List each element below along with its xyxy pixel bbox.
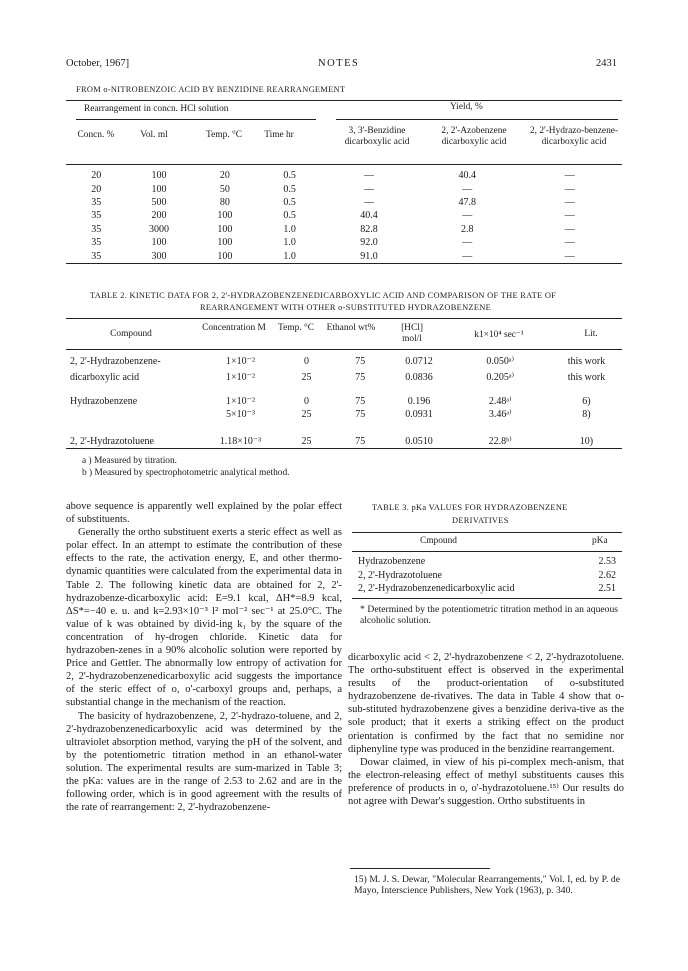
temp-cell: 50: [219, 183, 230, 195]
azobenzene-cell: 47.8: [458, 196, 477, 208]
table1-head-vol: Vol. ml: [140, 130, 168, 140]
table1-row: [66, 182, 622, 195]
table2-head-k1: k1×10⁴ sec⁻¹: [474, 330, 524, 340]
lit-cell: this work: [567, 356, 606, 368]
table3-header-rule: [352, 551, 622, 552]
concentration-cell: 1×10⁻²: [226, 356, 255, 368]
concn-cell: 35: [91, 250, 102, 262]
vol-cell: 100: [151, 237, 167, 249]
benzidine-cell: —: [364, 183, 375, 195]
table1-head-hydrazobenzene: 2, 2'-Hydrazo-benzene-dicarboxylic acid: [529, 126, 619, 147]
right-paragraph-1: dicarboxylic acid < 2, 2'-hydrazobenzene < 2, 2'-hydrazotoluene. The ortho-substituent effect is observed in the experimental results of the product-orientation of o-substituted hydrazobenzene de-rivatives. The data in Table 4 show that o-sub-stituted hydrazobenzene gives a benzidine deriva-tive as the sole product; that it exerts a striking effect on the product orientation is confirmed by the fact that no semidine nor diphenyline type was produced in the benzidine rearrangement.: [348, 652, 624, 755]
footnote-15: 15) M. J. S. Dewar, "Molecular Rearrangements," Vol. I, ed. by P. de Mayo, Interscience Publishers, New York (1963), p. 340.: [354, 874, 620, 897]
ethanol-cell: 75: [355, 409, 366, 421]
compound-cell: dicarboxylic acid: [70, 371, 140, 383]
table3-row: [358, 555, 620, 569]
table3-caption-line2: DERIVATIVES: [452, 516, 509, 525]
benzidine-cell: 40.4: [360, 210, 378, 222]
lit-cell: 10): [579, 435, 594, 447]
concn-cell: 35: [91, 196, 102, 208]
table1-row: [66, 196, 622, 209]
azobenzene-cell: —: [462, 210, 473, 222]
temp-cell: 0: [303, 356, 309, 368]
time-cell: 0.5: [283, 170, 296, 182]
table1-row: [66, 223, 622, 236]
pka-cell: 2.62: [598, 569, 616, 581]
table2-row: [66, 370, 622, 386]
benzidine-cell: 82.8: [360, 223, 378, 235]
running-header-left: October, 1967]: [66, 58, 130, 69]
table2-head-compound: Compound: [110, 329, 152, 339]
table2-top-rule: [66, 318, 622, 319]
right-column: [348, 651, 624, 808]
concn-cell: 20: [91, 170, 102, 182]
compound-cell: 2, 2'-Hydrazotoluene: [358, 569, 442, 581]
table3-row: [358, 569, 620, 583]
table2-row: [66, 354, 622, 370]
table2-caption-line2: REARRANGEMENT WITH OTHER o-SUBSTITUTED HYDRAZOBENZENE: [200, 303, 492, 312]
k1-cell: 3.46ᵃ⁾: [488, 409, 512, 421]
k1-cell: 0.050ᵃ⁾: [486, 356, 515, 368]
table1-row: [66, 209, 622, 222]
table1-head-time: Time hr: [264, 130, 294, 140]
left-column: [66, 500, 342, 814]
time-cell: 0.5: [283, 210, 296, 222]
hydrazobenzene-cell: —: [564, 210, 575, 222]
vol-cell: 100: [151, 183, 167, 195]
temp-cell: 100: [217, 237, 233, 249]
benzidine-cell: 91.0: [360, 250, 378, 262]
compound-cell: 2, 2'-Hydrazobenzenedicarboxylic acid: [358, 583, 515, 595]
right-paragraph-2: Dowar claimed, in view of his pi-complex mech-anism, that the electron-releasing effect of methyl substituents causes this preference of products in o, o'-hydrazotoluene.¹⁵⁾ Our results do not agree with Dewar's suggestion. Ortho substituents in: [348, 756, 624, 808]
lit-cell: 6): [582, 396, 591, 407]
temp-cell: 25: [301, 371, 312, 383]
benzidine-cell: 92.0: [360, 237, 378, 249]
lit-cell: 8): [582, 409, 591, 421]
pka-cell: 2.53: [598, 556, 616, 568]
k1-cell: 2.48ᵃ⁾: [488, 396, 512, 407]
benzidine-cell: —: [364, 170, 375, 182]
temp-cell: 25: [301, 435, 312, 447]
table2-head-concentration: Concentration M: [202, 323, 266, 333]
azobenzene-cell: 40.4: [458, 170, 477, 182]
table1-top-rule: [66, 100, 622, 101]
table1-head-temp: Temp. °C: [206, 130, 242, 140]
k1-cell: 22.8ᵇ⁾: [488, 435, 512, 447]
hcl-cell: 0.0836: [405, 371, 433, 383]
table1-row: [66, 169, 622, 182]
table1-row: [66, 236, 622, 249]
table3-caption-line1: TABLE 3. pKa VALUES FOR HYDRAZOBENZENE: [372, 503, 568, 512]
table1-caption: FROM o-NITROBENZOIC ACID BY BENZIDINE REARRANGEMENT: [76, 85, 346, 94]
concn-cell: 20: [91, 183, 102, 195]
page-number: 2431: [596, 58, 617, 69]
hydrazobenzene-cell: —: [564, 170, 575, 182]
table1-head-benzidine: 3, 3'-Benzidine dicarboxylic acid: [344, 126, 410, 147]
table2-bottom-rule: [66, 448, 622, 449]
compound-cell: 2, 2'-Hydrazotoluene: [70, 435, 154, 447]
table1-group-left-rule: [76, 119, 316, 120]
table1-group-right: Yield, %: [450, 102, 483, 112]
azobenzene-cell: —: [462, 237, 473, 249]
hydrazobenzene-cell: —: [564, 237, 575, 249]
table1-bottom-rule: [66, 263, 622, 264]
table3-top-rule: [352, 532, 622, 533]
table1: [66, 169, 622, 263]
temp-cell: 20: [219, 170, 230, 182]
table3-bottom-rule: [352, 598, 622, 599]
ethanol-cell: 75: [355, 435, 366, 447]
vol-cell: 100: [151, 170, 167, 182]
hydrazobenzene-cell: —: [564, 183, 575, 195]
hydrazobenzene-cell: —: [564, 250, 575, 262]
concentration-cell: 5×10⁻³: [226, 409, 255, 421]
concn-cell: 35: [91, 210, 102, 222]
compound-cell: 2, 2'-Hydrazobenzene-: [70, 356, 161, 368]
ethanol-cell: 75: [355, 396, 366, 407]
hydrazobenzene-cell: —: [564, 196, 575, 208]
table3-head-compound: Cmpound: [420, 536, 457, 546]
azobenzene-cell: —: [462, 183, 473, 195]
time-cell: 0.5: [283, 183, 296, 195]
azobenzene-cell: 2.8: [461, 223, 474, 235]
table2-head-lit: Lit.: [584, 329, 598, 339]
azobenzene-cell: —: [462, 250, 473, 262]
table1-group-left: Rearrangement in concn. HCl solution: [84, 104, 229, 114]
table1-head-concn: Concn. %: [77, 130, 115, 140]
concn-cell: 35: [91, 237, 102, 249]
footnote-separator: [350, 868, 490, 869]
hcl-cell: 0.196: [407, 396, 431, 407]
time-cell: 1.0: [283, 223, 296, 235]
table2-row: [66, 407, 622, 423]
running-header-center: NOTES: [318, 58, 360, 69]
vol-cell: 200: [151, 210, 167, 222]
concn-cell: 35: [91, 223, 102, 235]
table2-head-hcl: [HCl] mol/l: [401, 323, 423, 344]
concentration-cell: 1×10⁻²: [226, 396, 255, 407]
table2: [66, 354, 622, 447]
time-cell: 1.0: [283, 237, 296, 249]
vol-cell: 300: [151, 250, 167, 262]
concentration-cell: 1×10⁻²: [226, 371, 255, 383]
vol-cell: 3000: [149, 223, 169, 235]
hcl-cell: 0.0510: [405, 435, 433, 447]
table1-head-azobenzene: 2, 2'-Azobenzene dicarboxylic acid: [441, 126, 507, 147]
benzidine-cell: —: [364, 196, 375, 208]
hydrazobenzene-cell: —: [564, 223, 575, 235]
temp-cell: 25: [301, 409, 312, 421]
left-paragraph-1: above sequence is apparently well explained by the polar effect of substituents.: [66, 501, 342, 526]
ethanol-cell: 75: [355, 356, 366, 368]
compound-cell: Hydrazobenzene: [358, 556, 426, 568]
table1-group-right-rule: [336, 119, 618, 120]
temp-cell: 100: [217, 223, 233, 235]
table1-row: [66, 249, 622, 262]
table2-header-rule: [66, 349, 622, 350]
table1-header-rule: [66, 164, 622, 165]
hcl-cell: 0.0712: [405, 356, 433, 368]
table2-caption-line1: TABLE 2. KINETIC DATA FOR 2, 2'-HYDRAZOBENZENEDICARBOXYLIC ACID AND COMPARISON OF THE RATE OF: [90, 291, 557, 300]
ethanol-cell: 75: [355, 371, 366, 383]
vol-cell: 500: [151, 196, 167, 208]
time-cell: 0.5: [283, 196, 296, 208]
lit-cell: this work: [567, 371, 606, 383]
table3-row: [358, 582, 620, 596]
table3-footnote: * Determined by the potentiometric titration method in an aqueous alcoholic solution.: [360, 604, 618, 627]
left-paragraph-3: The basicity of hydrazobenzene, 2, 2'-hydrazo-toluene, and 2, 2'-hydrazobenzenedicarboxylic acid was determined by the ultraviolet absorption method, varying the pH of the solvent, and by the potentiometric titration method in an ethanol-water solution. The experimental results are sum-marized in Table 3; the pKa: values are in the range of 2.53 to 2.62 and are in the following order, which is in good agreement with the results of the rate of rearrangement: 2, 2'-hydrazobenzene-: [66, 710, 342, 814]
table2-note-b: b ) Measured by spectrophotometric analytical method.: [82, 468, 290, 478]
table3-head-pka: pKa: [592, 536, 608, 546]
hcl-cell: 0.0931: [405, 409, 433, 421]
table2-note-a: a ) Measured by titration.: [82, 456, 178, 466]
table2-row: [66, 385, 622, 407]
pka-cell: 2.51: [598, 583, 616, 595]
table2-head-ethanol: Ethanol wt%: [326, 323, 376, 333]
table3: [358, 555, 620, 596]
left-paragraph-2: Generally the ortho substituent exerts a steric effect as well as polar effect. In an attempt to estimate the contribution of these effects to the rate, the activation energy, E, and other thermo-dynamic quantities were calculated from the experimental data in Table 2. The following kinetic data are obtained for 2, 2'-hydrazobenze-dicarboxylic acid: E=9.1 kcal, ΔH*=8.9 kcal, ΔS*=−40 e. u. and k=2.93×10⁻³ l² mol⁻² sec⁻¹ at 25.0°C. The value of k was obtained by divid-ing k₁ by the square of the concentration of hy-drogen chloride. Kinetic data for hydrazoben-zenes in a 90% alcoholic solution were reported by Price and Gettler. The abnormally low entropy of activation for 2, 2'-hydrazobenzenedicarboxylic acid suggests the importance of the steric effect of o, o'-carboxyl groups and, perhaps, a substantial change in the mechanism of the reaction.: [66, 527, 342, 709]
compound-cell: [66, 407, 200, 423]
temp-cell: 80: [219, 196, 230, 208]
time-cell: 1.0: [283, 250, 296, 262]
temp-cell: 100: [217, 210, 233, 222]
table2-row: [66, 423, 622, 447]
temp-cell: 100: [217, 250, 233, 262]
temp-cell: 0: [303, 396, 309, 407]
k1-cell: 0.205ᵃ⁾: [486, 371, 515, 383]
compound-cell: Hydrazobenzene: [70, 396, 138, 407]
concentration-cell: 1.18×10⁻³: [219, 435, 262, 447]
table2-head-temp: Temp. °C: [278, 323, 314, 333]
